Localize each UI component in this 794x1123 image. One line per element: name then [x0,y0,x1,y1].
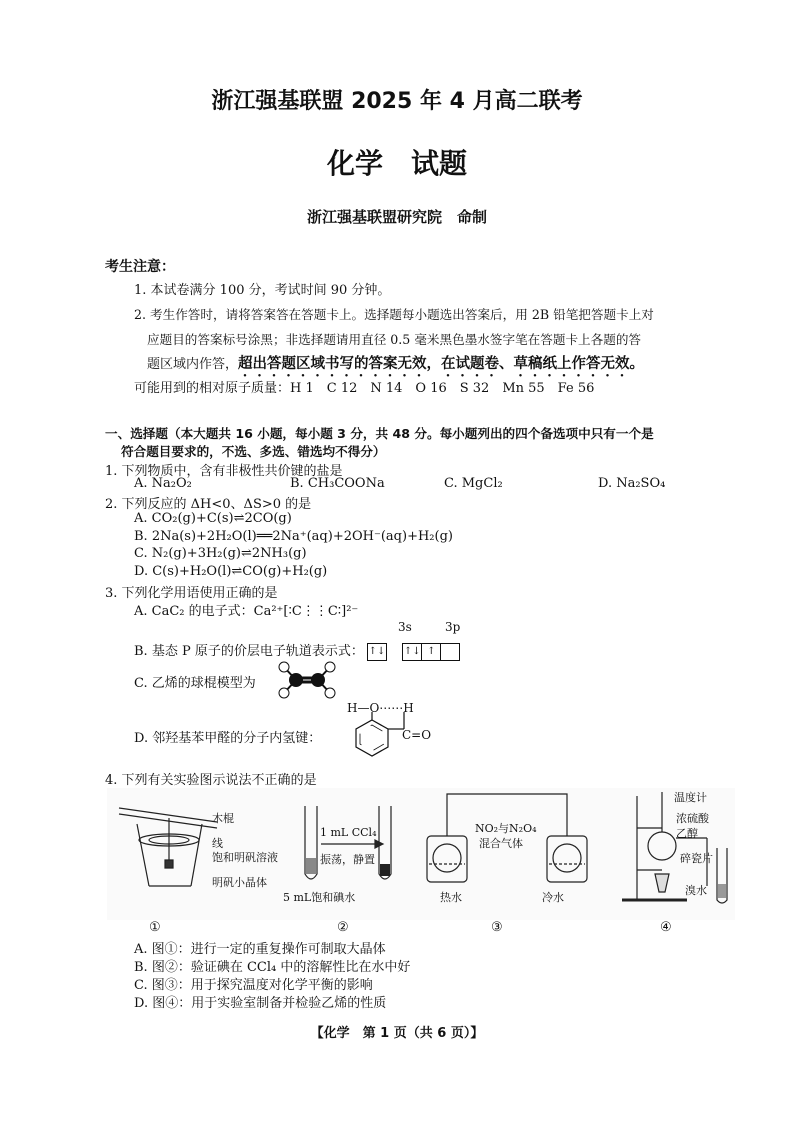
q2-option-d: D. C(s)+H₂O(l)⇌CO(g)+H₂(g) [134,564,328,579]
orbital-3p-box-3 [440,643,460,661]
q3-orbital-label-3p: 3p [445,620,461,634]
fig2-number: ② [337,920,349,935]
ethylene-ball-stick-model [276,660,338,700]
fig3-label-mixture: 混合气体 [479,837,523,850]
fig4-label-thermometer: 温度计 [674,791,707,804]
fig3-number: ③ [491,920,503,935]
orbital-3p-box-1: ↑↓ [402,643,422,661]
notice-item-1: 1. 本试卷满分 100 分，考试时间 90 分钟。 [134,283,391,298]
h-bond-label: H—O⋯⋯H [347,701,414,715]
page-footer: 【化学 第 1 页（共 6 页）】 [310,1026,484,1041]
q4-stem-emphasis: 不正确 [251,773,291,788]
section-1-heading-line-2: 符合题目要求的，不选、多选、错选均不得分） [121,444,386,459]
fig1-label-stick: 木棍 [212,812,234,825]
q4-option-c: C. 图③：用于探究温度对化学平衡的影响 [134,978,373,993]
notice-item-2-line-1: 2. 考生作答时，请将答案答在答题卡上。选择题每小题选出答案后，用 2B 铅笔把答题卡上对 [134,307,654,322]
q1-option-a: A. Na₂O₂ [134,476,192,491]
subject-title: 化学 试题 [326,147,467,180]
q3-option-b-text: B. 基态 P 原子的价层电子轨道表示式： [134,644,364,659]
q4-option-d: D. 图④：用于实验室制备并检验乙烯的性质 [134,996,387,1011]
carbonyl-label: C=O [402,728,432,742]
author-line: 浙江强基联盟研究院 命制 [306,208,487,226]
q1-option-c: C. MgCl₂ [444,476,503,491]
orbital-3s-box: ↑↓ [367,643,387,661]
q4-option-b: B. 图②：验证碘在 CCl₄ 中的溶解性比在水中好 [134,960,411,975]
notice-item-2-line-2: 应题目的答案标号涂黑；非选择题请用直径 0.5 毫米黑色墨水签字笔在答题卡上各题的答 [147,332,642,347]
q4-stem-part-1: 4. 下列有关实验图示说法 [105,773,252,788]
q2-option-a: A. CO₂(g)+C(s)⇌2CO(g) [134,511,292,526]
q2-stem: 2. 下列反应的 ΔH<0、ΔS>0 的是 [105,497,312,512]
fig4-label-ethanol: 乙醇 [676,827,698,840]
fig1-number: ① [149,920,161,935]
q3-option-d: D. 邻羟基苯甲醛的分子内氢键： [134,731,322,746]
fig4-label-sulfuric-acid: 浓硫酸 [676,812,709,825]
q3-option-b [134,640,460,661]
section-1-heading-line-1: 一、选择题（本大题共 16 小题，每小题 3 分，共 48 分。每小题列出的四个备选项中只有一个是 [105,426,654,441]
q1-option-b: B. CH₃COONa [290,476,385,491]
fig4-number: ④ [660,920,672,935]
fig1-label-solution: 饱和明矾溶液 [212,851,278,864]
q3-option-a: A. CaC₂ 的电子式：Ca²⁺[∶C⋮⋮C∶]²⁻ [134,604,359,619]
fig1-label-thread: 线 [212,837,223,850]
q2-option-c: C. N₂(g)+3H₂(g)⇌2NH₃(g) [134,546,307,561]
q1-option-d: D. Na₂SO₄ [598,476,666,491]
fig2-label-iodine-water: 5 mL饱和碘水 [283,891,356,904]
notice-heading: 考生注意： [105,259,175,275]
notice-item-2-line-3-plain: 题区域内作答， [147,357,239,372]
fig4-label-porcelain: 碎瓷片 [680,852,713,865]
q4-option-a: A. 图①：进行一定的重复操作可制取大晶体 [134,942,386,957]
q2-option-b: B. 2Na(s)+2H₂O(l)══2Na⁺(aq)+2OH⁻(aq)+H₂(g) [134,529,453,544]
notice-warning-emphasis: 超出答题区域书写的答案无效，在试题卷、草稿纸上作答无效。 [238,356,645,372]
fig3-label-cold-water: 冷水 [542,891,564,904]
orbital-3p-box-2: ↑ [421,643,441,661]
q1-stem: 1. 下列物质中，含有非极性共价键的盐是 [105,464,343,479]
fig1-label-crystal: 明矾小晶体 [212,876,267,889]
atomic-masses: 可能用到的相对原子质量：H 1 C 12 N 14 O 16 S 32 Mn 55 Fe 56 [134,381,595,396]
q4-stem-part-2: 的是 [290,773,317,788]
q3-orbital-label-3s: 3s [398,620,412,634]
fig2-label-shake: 振荡，静置 [320,853,375,866]
fig3-label-gas: NO₂与N₂O₄ [475,822,537,835]
fig3-label-hot-water: 热水 [440,891,462,904]
q3-stem: 3. 下列化学用语使用正确的是 [105,586,278,601]
q4-experiment-figures [107,788,735,920]
exam-title: 浙江强基联盟 2025 年 4 月高二联考 [211,89,583,114]
benzene-ring-structure [350,712,406,764]
q3-option-c: C. 乙烯的球棍模型为 [134,676,256,691]
notice-item-2-line-3 [147,352,644,380]
fig2-label-ccl4: 1 mL CCl₄ [320,826,377,839]
fig4-label-bromine-water: 溴水 [685,884,707,897]
